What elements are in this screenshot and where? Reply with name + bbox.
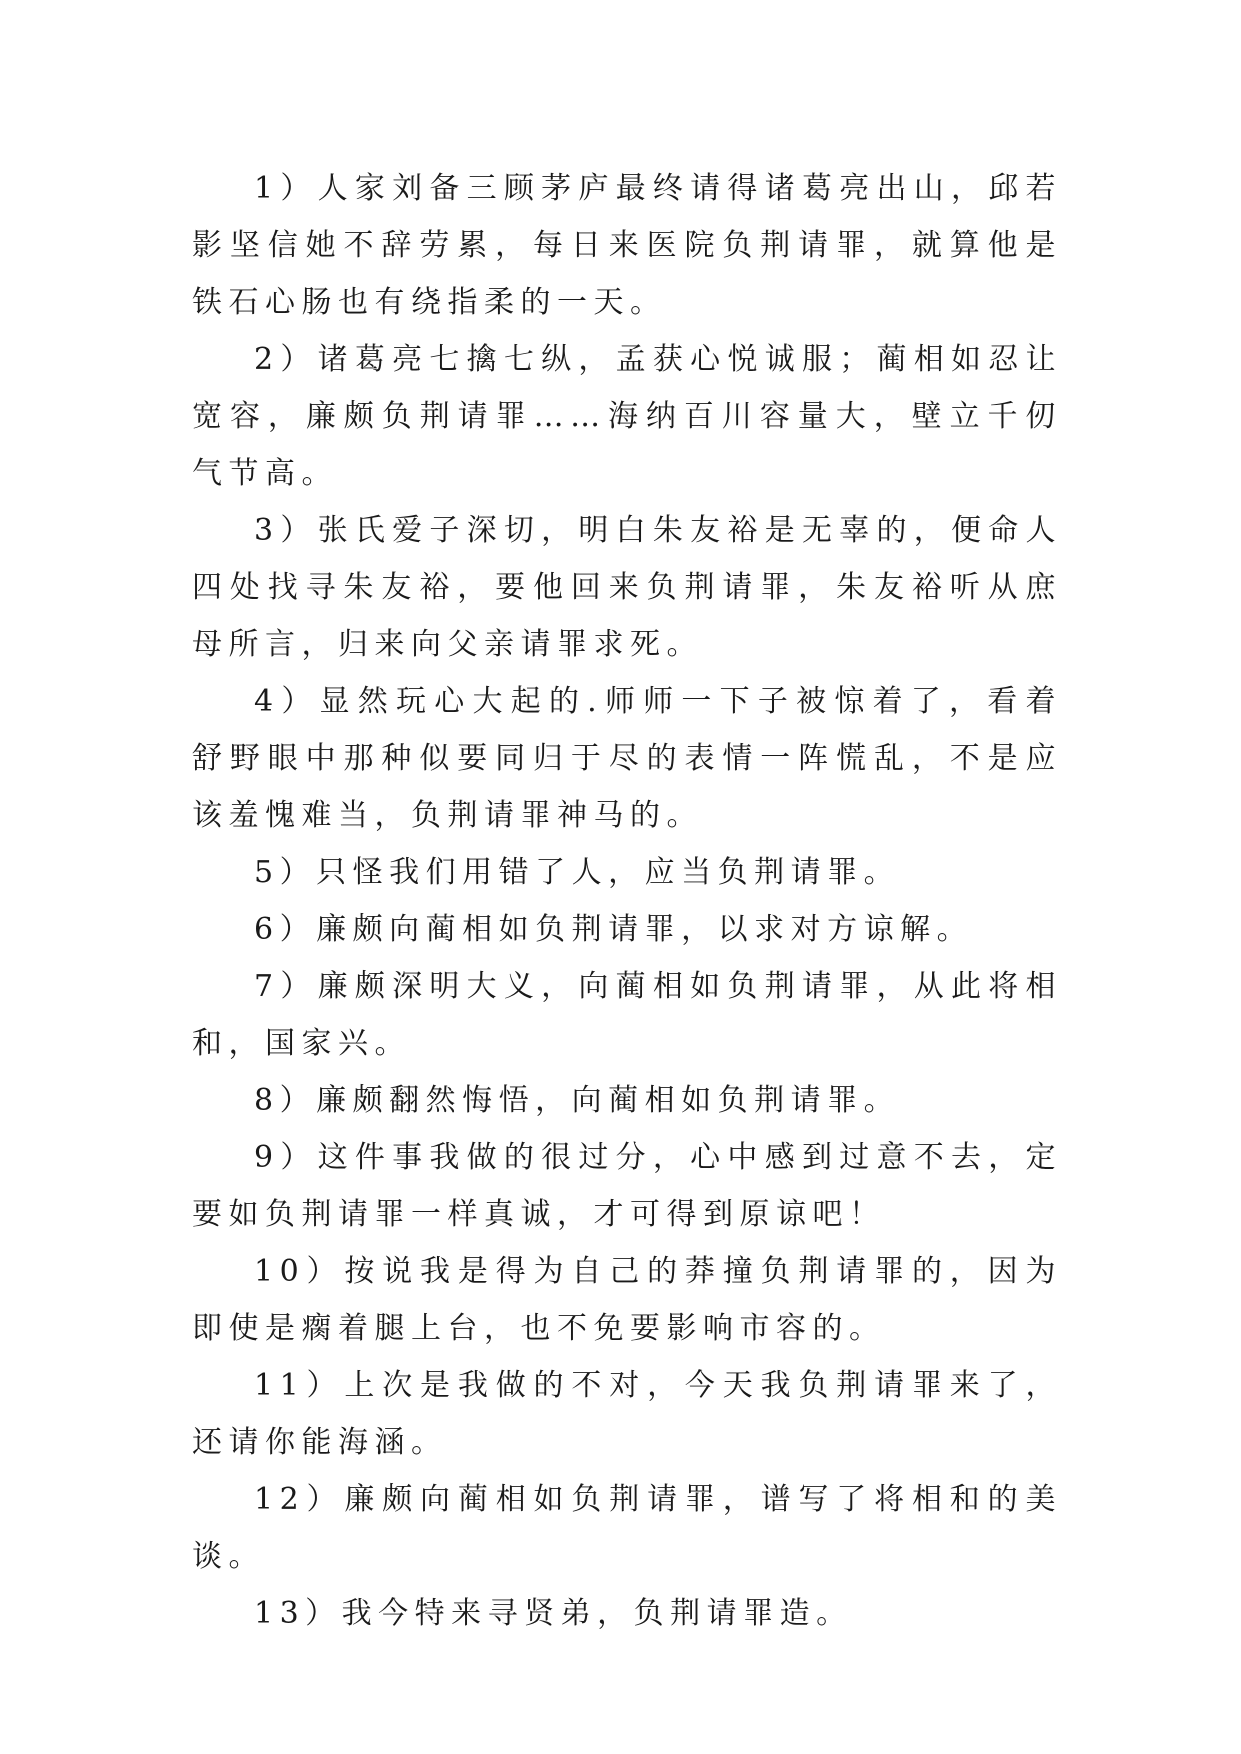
document-body bbox=[192, 160, 1062, 1642]
paragraph-11: 11）上次是我做的不对，今天我负荆请罪来了，还请你能海涵。 bbox=[192, 1368, 1062, 1460]
paragraph-13: 13）我今特来寻贤弟，负荆请罪造。 bbox=[254, 1596, 853, 1631]
paragraph-4: 4）显然玩心大起的.师师一下子被惊着了，看着舒野眼中那种似要同归于尽的表情一阵慌乱，不是应该羞愧难当，负荆请罪神马的。 bbox=[192, 684, 1062, 833]
paragraph-10: 10）按说我是得为自己的莽撞负荆请罪的，因为即使是瘸着腿上台，也不免要影响市容的。 bbox=[192, 1254, 1062, 1346]
paragraph-7: 7）廉颇深明大义，向蔺相如负荆请罪，从此将相和，国家兴。 bbox=[192, 969, 1062, 1061]
paragraph-2: 2）诸葛亮七擒七纵，孟获心悦诚服；蔺相如忍让宽容，廉颇负荆请罪……海纳百川容量大，壁立千仞气节高。 bbox=[192, 342, 1062, 491]
paragraph-5: 5）只怪我们用错了人，应当负荆请罪。 bbox=[254, 855, 901, 890]
paragraph-12: 12）廉颇向蔺相如负荆请罪，谱写了将相和的美谈。 bbox=[192, 1482, 1062, 1574]
paragraph-1: 1）人家刘备三顾茅庐最终请得诸葛亮出山，邱若影坚信她不辞劳累，每日来医院负荆请罪，就算他是铁石心肠也有绕指柔的一天。 bbox=[192, 171, 1062, 320]
paragraph-6: 6）廉颇向蔺相如负荆请罪，以求对方谅解。 bbox=[254, 912, 974, 947]
paragraph-3: 3）张氏爱子深切，明白朱友裕是无辜的，便命人四处找寻朱友裕，要他回来负荆请罪，朱友裕听从庶母所言，归来向父亲请罪求死。 bbox=[192, 513, 1062, 662]
paragraph-8: 8）廉颇翻然悔悟，向蔺相如负荆请罪。 bbox=[254, 1083, 901, 1118]
paragraph-9: 9）这件事我做的很过分，心中感到过意不去，定要如负荆请罪一样真诚，才可得到原谅吧！ bbox=[192, 1140, 1062, 1232]
